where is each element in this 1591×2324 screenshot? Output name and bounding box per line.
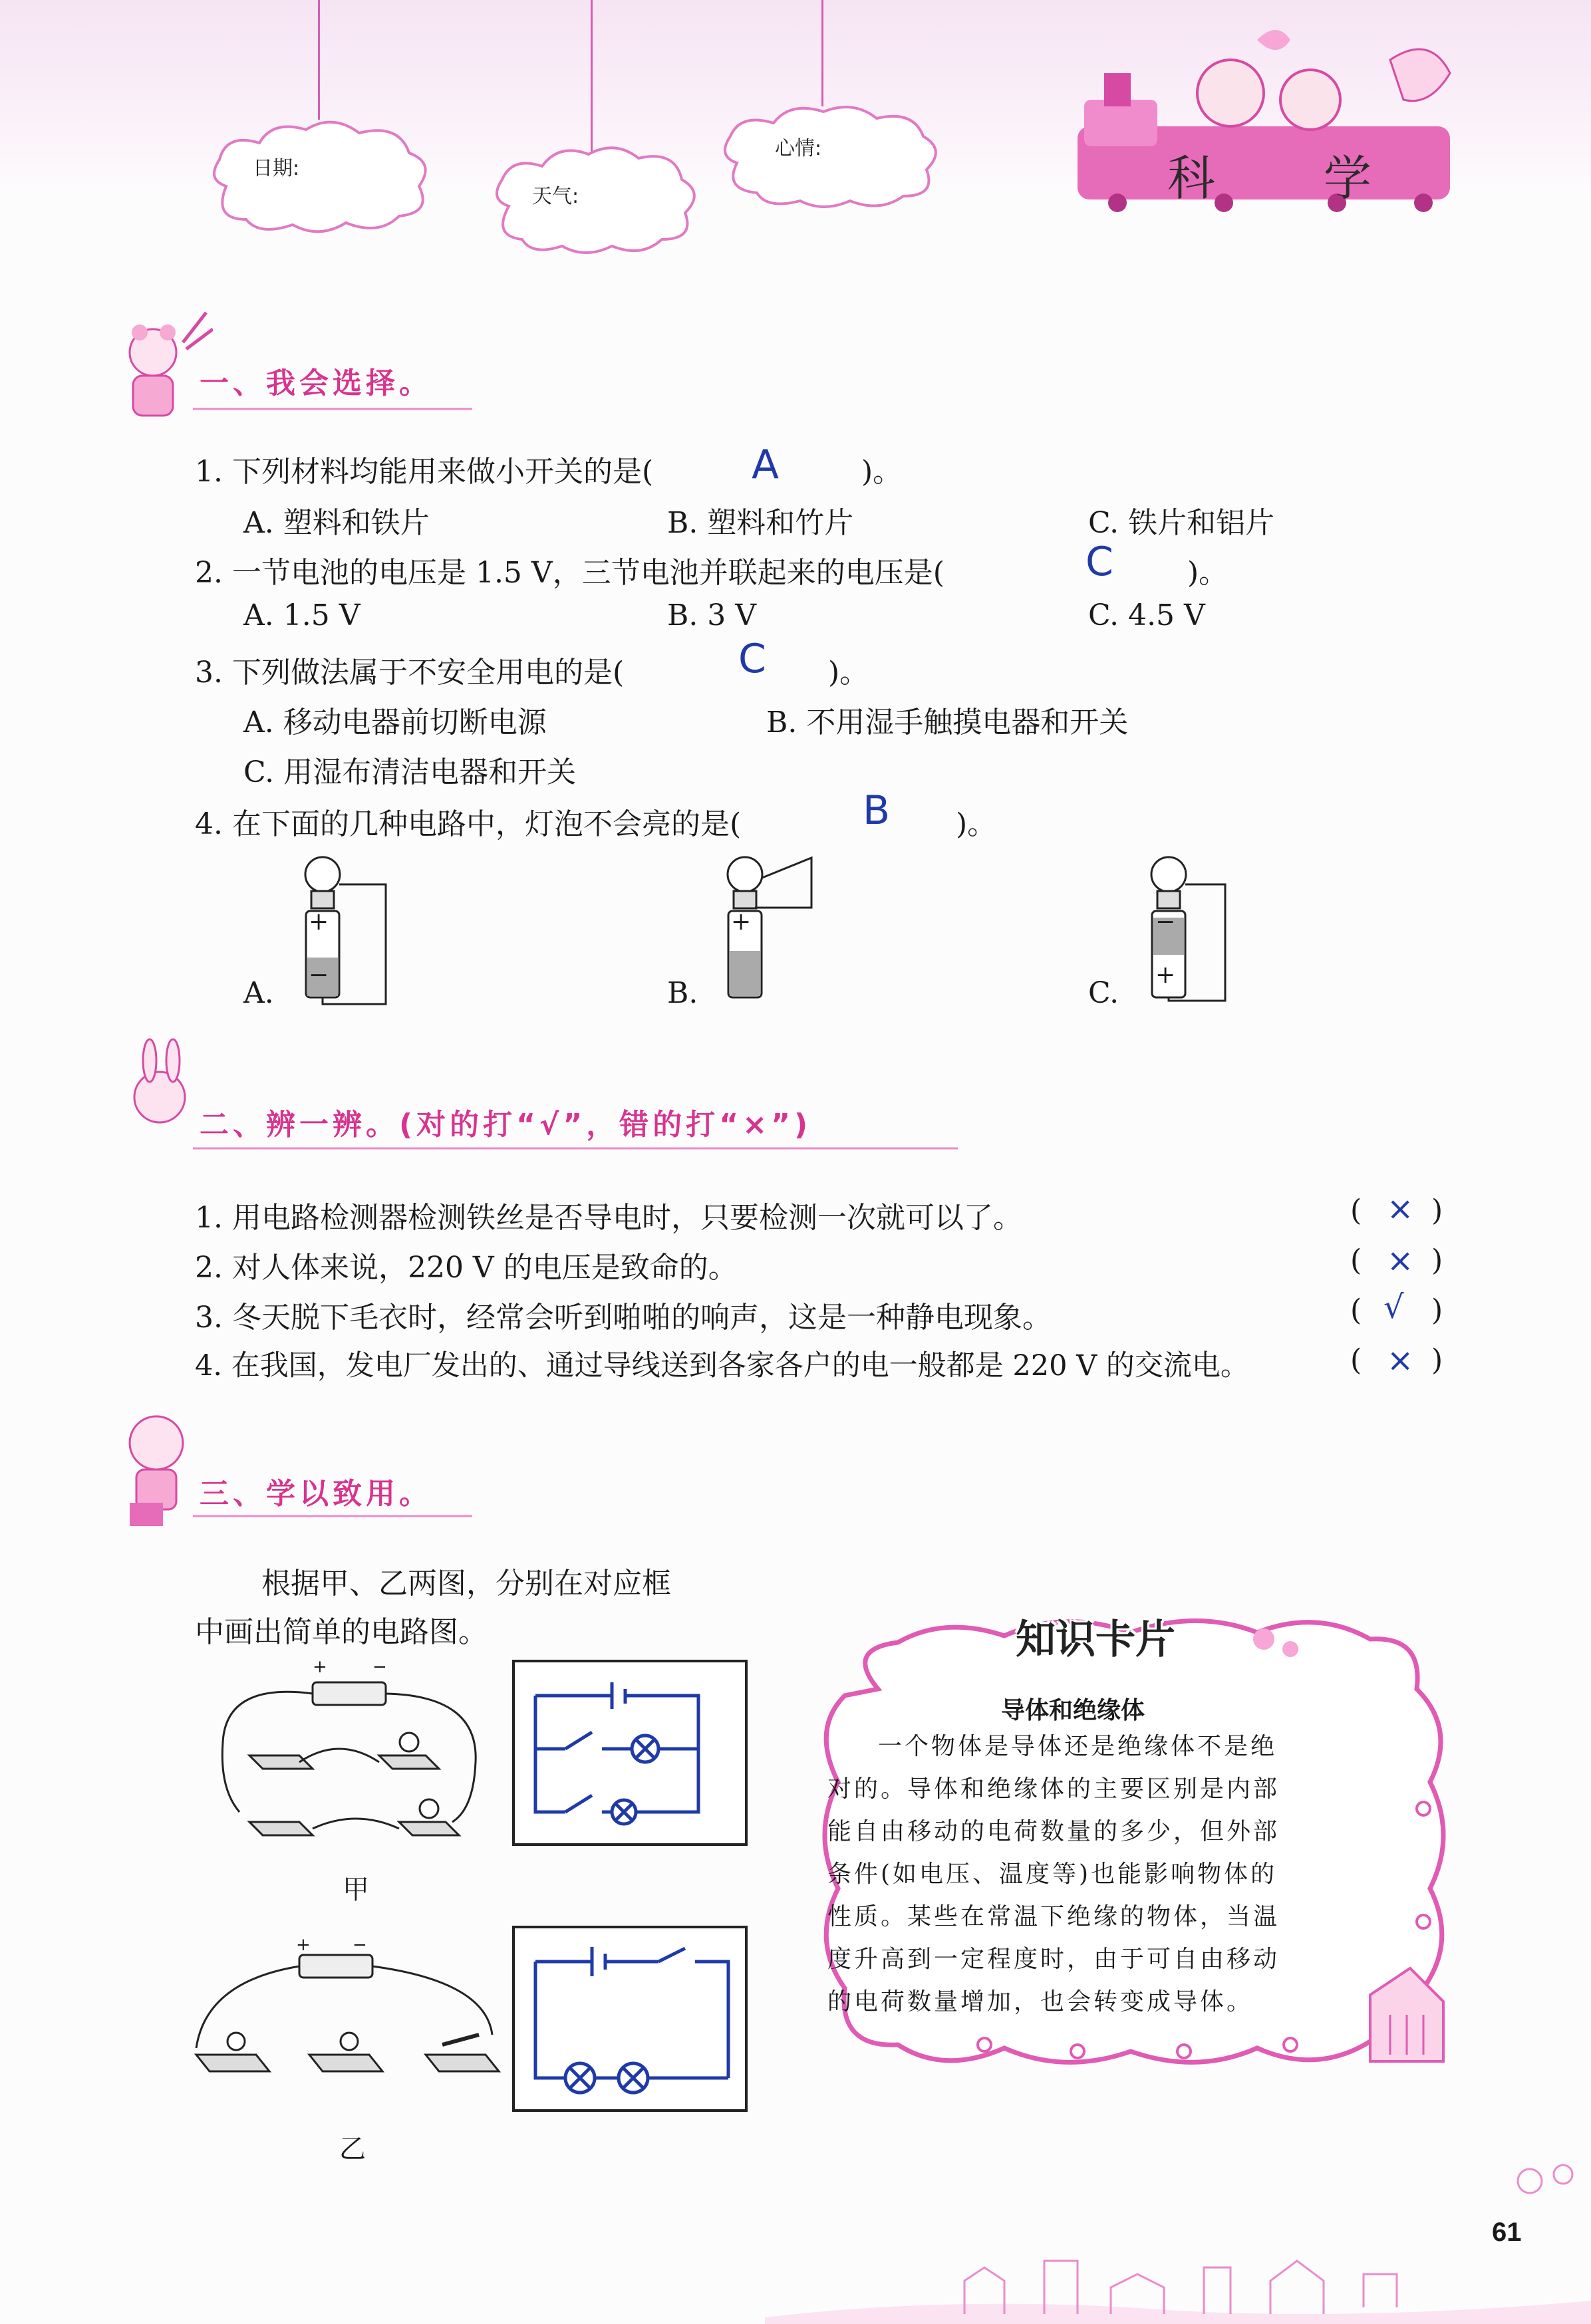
hanging-string — [318, 0, 320, 120]
q4-option-b: B. — [667, 976, 698, 1010]
prompt-line-1: 根据甲、乙两图，分别在对应框 — [261, 1567, 671, 1601]
town-decoration — [765, 2161, 1591, 2324]
q4-option-a: A. — [243, 976, 274, 1010]
judge-item-4: 4. 在我国，发电厂发出的、通过导线送到各家各户的电一般都是 220 V 的交流电。 — [195, 1349, 1249, 1382]
kid-mascot-icon — [113, 1403, 213, 1529]
paren-open: ( — [1350, 1194, 1362, 1227]
q3-answer: C — [738, 636, 766, 682]
plus-sign: + — [296, 1935, 311, 1955]
q2-option-b: B. 3 V — [667, 598, 757, 632]
judge-mark-3: √ — [1383, 1289, 1404, 1326]
q3-option-a: A. 移动电器前切断电源 — [243, 706, 547, 739]
minus-sign: − — [309, 962, 329, 989]
section-underline — [193, 1513, 472, 1526]
card-line-7: 的电荷数量增加，也会转变成导体。 — [827, 1988, 1254, 2015]
judge-item-3: 3. 冬天脱下毛衣时，经常会听到啪啪的响声，这是一种静电现象。 — [195, 1301, 1052, 1335]
section1-title: 一、我会选择。 — [200, 366, 432, 400]
judge-mark-2: × — [1387, 1242, 1414, 1279]
q3-option-b: B. 不用湿手触摸电器和开关 — [766, 706, 1129, 739]
minus-sign: − — [1155, 908, 1176, 936]
minus-sign: − — [353, 1935, 367, 1955]
plus-sign: + — [1155, 962, 1176, 989]
hanging-string — [821, 0, 823, 106]
hanging-string — [591, 0, 593, 153]
judge-mark-1: × — [1387, 1190, 1414, 1227]
circuit-jia-photo — [213, 1656, 492, 1855]
q2-close: )。 — [1187, 556, 1229, 590]
q3-stem: 3. 下列做法属于不安全用电的是( — [195, 656, 625, 690]
q1-option-c: C. 铁片和铝片 — [1088, 506, 1275, 540]
judge-item-1: 1. 用电路检测器检测铁丝是否导电时，只要检测一次就可以了。 — [195, 1201, 1022, 1235]
paren-open: ( — [1350, 1343, 1362, 1377]
date-cloud — [200, 113, 439, 239]
q3-close: )。 — [828, 656, 869, 690]
mood-label: 心情: — [775, 137, 822, 160]
q2-option-a: A. 1.5 V — [243, 598, 361, 632]
q4-option-c: C. — [1088, 976, 1119, 1010]
q2-stem: 2. 一节电池的电压是 1.5 V，三节电池并联起来的电压是( — [195, 556, 944, 590]
q1-close: )。 — [861, 455, 903, 489]
card-line-5: 性质。某些在常温下绝缘的物体，当温 — [827, 1903, 1280, 1930]
date-label: 日期: — [253, 157, 300, 180]
label-yi: 乙 — [339, 2134, 366, 2164]
minus-sign: − — [372, 1657, 387, 1677]
q1-stem: 1. 下列材料均能用来做小开关的是( — [195, 455, 654, 489]
card-subtitle: 导体和绝缘体 — [1001, 1697, 1145, 1724]
mood-cloud — [710, 100, 950, 213]
diagram-yi-drawing — [515, 1928, 742, 2105]
q1-answer: A — [752, 442, 780, 488]
card-line-1: 一个物体是导体还是绝缘体不是绝 — [878, 1733, 1278, 1760]
judge-item-2: 2. 对人体来说，220 V 的电压是致命的。 — [195, 1251, 738, 1285]
card-line-6: 度升高到一定程度时，由于可自由移动 — [827, 1946, 1280, 1973]
subject-title: 科 学 — [1167, 150, 1418, 206]
q4-stem: 4. 在下面的几种电路中，灯泡不会亮的是( — [195, 807, 742, 841]
weather-cloud — [482, 140, 702, 259]
q1-option-a: A. 塑料和铁片 — [243, 506, 430, 540]
paren-open: ( — [1350, 1243, 1362, 1277]
plus-sign: + — [309, 908, 329, 936]
paren-close: ) — [1431, 1194, 1443, 1227]
judge-mark-4: × — [1387, 1342, 1414, 1379]
plus-sign: + — [731, 908, 752, 936]
section2-title: 二、辨一辨。(对的打“√”，错的打“×”) — [200, 1108, 812, 1142]
card-line-4: 条件(如电压、温度等)也能影响物体的 — [827, 1861, 1278, 1888]
section-underline — [193, 406, 472, 419]
weather-label: 天气: — [532, 185, 579, 208]
paren-close: ) — [1431, 1343, 1443, 1377]
section-underline — [193, 1145, 958, 1158]
q1-option-b: B. 塑料和竹片 — [667, 506, 854, 540]
card-title: 知识卡片 — [1016, 1616, 1175, 1663]
prompt-line-2: 中画出简单的电路图。 — [195, 1615, 488, 1649]
card-line-2: 对的。导体和绝缘体的主要区别是内部 — [827, 1775, 1280, 1803]
page-number: 61 — [1492, 2218, 1522, 2247]
plus-sign: + — [313, 1657, 327, 1677]
q2-answer: C — [1085, 539, 1113, 585]
circuit-yi-photo — [186, 1935, 506, 2108]
q3-option-c: C. 用湿布清洁电器和开关 — [243, 755, 577, 789]
card-line-3: 能自由移动的电荷数量的多少，但外部 — [827, 1818, 1280, 1845]
paren-close: ) — [1431, 1293, 1443, 1327]
section3-title: 三、学以致用。 — [200, 1477, 432, 1511]
q4-close: )。 — [956, 807, 997, 841]
q4-answer: B — [863, 787, 891, 834]
label-jia: 甲 — [343, 1874, 369, 1905]
paren-close: ) — [1431, 1243, 1443, 1277]
paren-open: ( — [1350, 1293, 1362, 1327]
diagram-jia-drawing — [515, 1662, 742, 1839]
q2-option-c: C. 4.5 V — [1088, 598, 1205, 632]
